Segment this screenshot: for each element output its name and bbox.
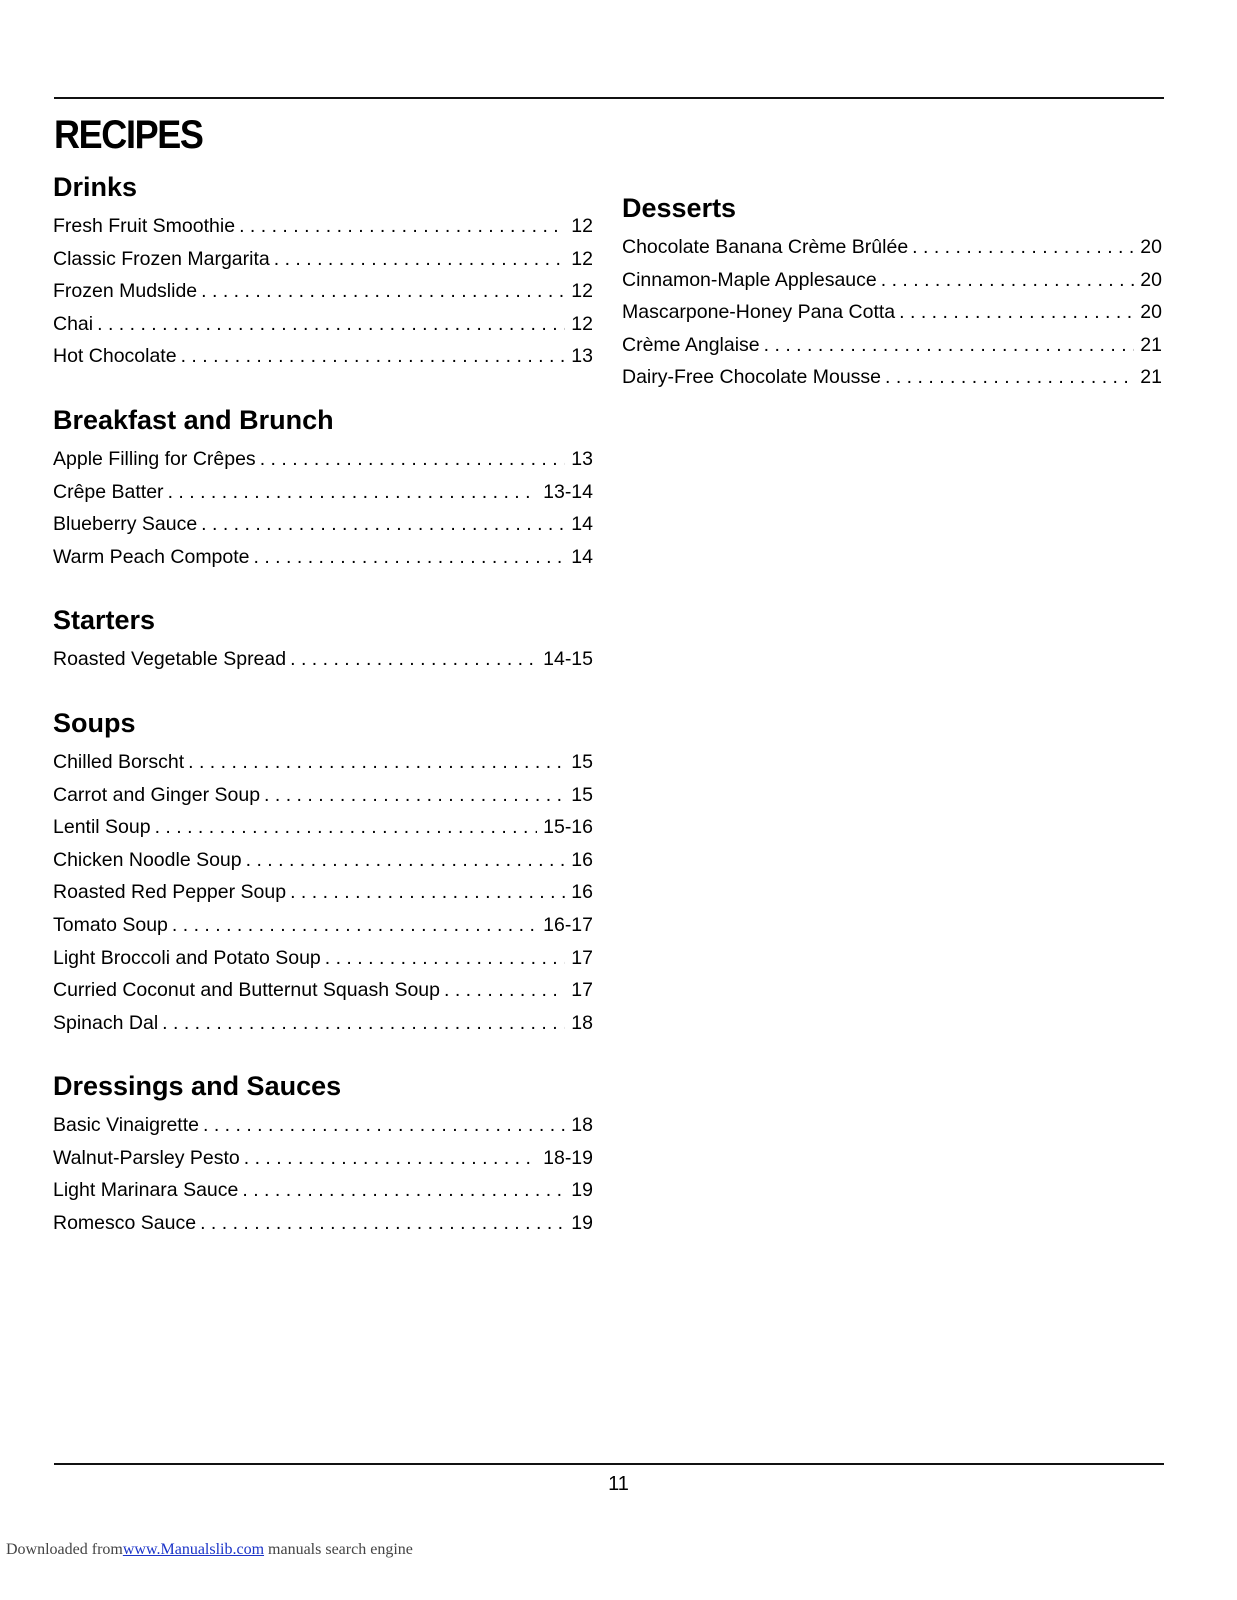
manualslib-link[interactable]: www.Manualslib.com [122, 1541, 265, 1558]
dot-leader [290, 876, 565, 909]
toc-entry [622, 361, 1162, 394]
dot-leader [290, 643, 537, 676]
entry-page: 19 [571, 1212, 593, 1235]
toc-entry [53, 974, 593, 1007]
dot-leader [201, 275, 565, 308]
toc-entry [622, 264, 1162, 297]
section-heading: Drinks [53, 172, 138, 202]
left-column [53, 170, 593, 1270]
entry-page: 19 [571, 1179, 593, 1202]
entry-title: Mascarpone-Honey Pana Cotta [622, 301, 896, 324]
entry-page: 15 [571, 750, 593, 773]
entry-page: 20 [1140, 301, 1162, 324]
entry-page: 17 [571, 946, 593, 969]
dot-leader [764, 329, 1135, 362]
section-drinks [53, 170, 593, 373]
entry-page: 14 [571, 545, 593, 568]
entry-title: Chai [53, 312, 94, 335]
entry-title: Curried Coconut and Butternut Squash Soup [53, 979, 441, 1002]
dot-leader [155, 811, 538, 844]
toc-entry [53, 476, 593, 509]
dot-leader [244, 1142, 537, 1175]
section-dressings-and-sauces [53, 1069, 593, 1239]
entry-title: Hot Chocolate [53, 345, 177, 368]
toc-entry [53, 779, 593, 812]
entry-page: 12 [571, 247, 593, 270]
dot-leader [239, 210, 565, 243]
section-heading: Starters [53, 605, 156, 636]
page-title: RECIPES [54, 113, 203, 157]
entry-title: Chocolate Banana Crème Brûlée [622, 236, 909, 258]
dot-leader [201, 508, 565, 541]
section-breakfast-and-brunch [53, 403, 593, 573]
toc-entry [53, 308, 593, 341]
entry-title: Cinnamon-Maple Applesauce [622, 268, 877, 291]
dot-leader [242, 1174, 565, 1207]
entry-title: Fresh Fruit Smoothie [53, 215, 236, 237]
entry-page: 12 [571, 280, 593, 303]
dot-leader [172, 909, 537, 942]
entry-page: 12 [571, 312, 593, 335]
dot-leader [168, 476, 538, 509]
toc-entry [53, 1109, 593, 1142]
entry-page: 13 [571, 447, 593, 470]
entry-title: Classic Frozen Margarita [53, 247, 270, 270]
toc-entry [53, 1142, 593, 1175]
toc-entry [53, 942, 593, 975]
entry-title: Light Broccoli and Potato Soup [53, 946, 321, 969]
entry-page: 14-15 [543, 648, 593, 671]
entry-title: Romesco Sauce [53, 1212, 197, 1235]
dot-leader [444, 974, 565, 1007]
top-rule [54, 97, 1164, 99]
toc-entry [53, 508, 593, 541]
entry-page: 15-16 [543, 816, 593, 839]
dot-leader [912, 231, 1134, 264]
page-number: 11 [608, 1473, 629, 1495]
entry-title: Dairy-Free Chocolate Mousse [622, 366, 882, 389]
toc-entry [622, 329, 1162, 362]
entry-page: 20 [1140, 268, 1162, 291]
entry-title: Walnut-Parsley Pesto [53, 1146, 240, 1169]
toc-entry [53, 243, 593, 276]
entry-title: Roasted Red Pepper Soup [53, 881, 287, 904]
toc-entry [53, 746, 593, 779]
dot-leader [260, 443, 566, 476]
dot-leader [203, 1109, 565, 1142]
entry-title: Blueberry Sauce [53, 513, 198, 536]
entry-page: 12 [571, 215, 593, 237]
entry-page: 20 [1140, 236, 1162, 258]
entry-title: Basic Vinaigrette [53, 1114, 199, 1137]
entry-title: Carrot and Ginger Soup [53, 783, 261, 806]
entry-page: 16 [571, 848, 593, 871]
entry-title: Crème Anglaise [622, 333, 760, 356]
entry-page: 14 [571, 513, 593, 536]
toc-entry [53, 541, 593, 574]
entry-page: 13 [571, 345, 593, 368]
section-soups [53, 706, 593, 1039]
section-heading: Breakfast and Brunch [53, 404, 334, 435]
entry-page: 21 [1140, 366, 1162, 389]
dot-leader [200, 1207, 565, 1240]
dot-leader [274, 243, 566, 276]
entry-title: Apple Filling for Crêpes [53, 447, 256, 470]
entry-title: Tomato Soup [53, 913, 168, 936]
toc-entry [53, 811, 593, 844]
entry-page: 17 [571, 979, 593, 1002]
entry-title: Frozen Mudslide [53, 280, 198, 303]
toc-entry [53, 876, 593, 909]
entry-page: 18-19 [543, 1146, 593, 1169]
toc-entry [53, 340, 593, 373]
dot-leader [162, 1007, 565, 1040]
footer-prefix: Downloaded from [6, 1541, 123, 1558]
entry-page: 16-17 [543, 913, 593, 936]
toc-entry [53, 909, 593, 942]
dot-leader [325, 942, 566, 975]
section-desserts [622, 191, 1162, 394]
toc-entry [53, 275, 593, 308]
toc-entry [53, 1207, 593, 1240]
download-footer [6, 1541, 413, 1559]
section-heading: Dressings and Sauces [53, 1071, 342, 1102]
entry-page: 15 [571, 783, 593, 806]
right-column [622, 191, 1162, 424]
entry-page: 18 [571, 1114, 593, 1137]
section-heading: Soups [53, 707, 136, 738]
entry-page: 13-14 [543, 480, 593, 503]
entry-page: 18 [571, 1011, 593, 1034]
section-starters [53, 603, 593, 676]
footer-suffix: manuals search engine [264, 1541, 413, 1558]
toc-entry [53, 643, 593, 676]
bottom-rule [54, 1463, 1164, 1465]
entry-title: Warm Peach Compote [53, 545, 250, 568]
entry-title: Spinach Dal [53, 1011, 159, 1034]
dot-leader [181, 340, 566, 373]
toc-entry [622, 296, 1162, 329]
entry-title: Lentil Soup [53, 816, 151, 839]
dot-leader [246, 844, 566, 877]
dot-leader [188, 746, 565, 779]
entry-page: 21 [1140, 333, 1162, 356]
entry-page: 16 [571, 881, 593, 904]
toc-entry [53, 1174, 593, 1207]
entry-title: Light Marinara Sauce [53, 1179, 239, 1202]
entry-title: Chilled Borscht [53, 750, 185, 773]
entry-title: Chicken Noodle Soup [53, 848, 242, 871]
dot-leader [881, 264, 1135, 297]
entry-title: Crêpe Batter [53, 480, 164, 503]
dot-leader [899, 296, 1134, 329]
dot-leader [254, 541, 566, 574]
section-heading: Desserts [622, 193, 737, 223]
toc-entry [53, 844, 593, 877]
dot-leader [885, 361, 1134, 394]
toc-entry [622, 231, 1162, 264]
toc-entry [53, 210, 593, 243]
dot-leader [97, 308, 565, 341]
toc-entry [53, 443, 593, 476]
dot-leader [264, 779, 565, 812]
toc-entry [53, 1007, 593, 1040]
entry-title: Roasted Vegetable Spread [53, 648, 287, 671]
